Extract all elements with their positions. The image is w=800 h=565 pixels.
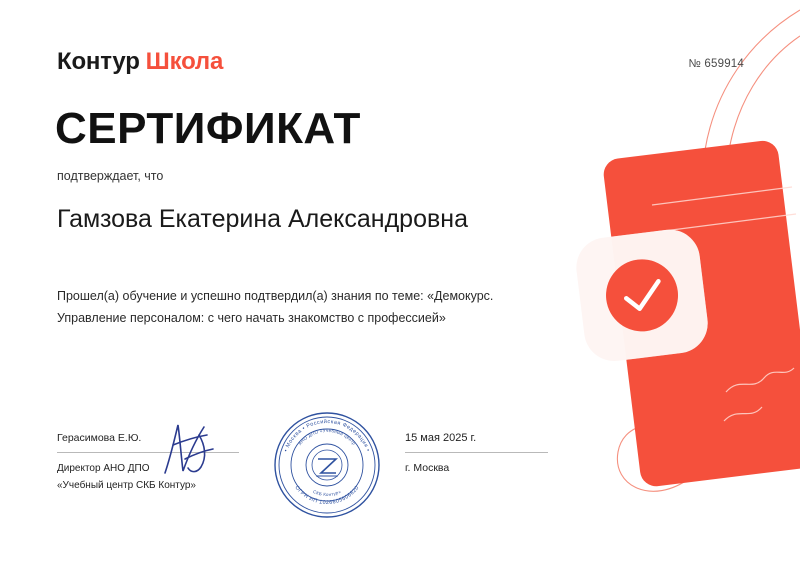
signature-block [57, 432, 239, 494]
signatory-role [57, 461, 239, 494]
signatory-role-line1: Директор АНО ДПО [57, 463, 150, 474]
stamp-text-top: • Москва • Российская Федерация • [283, 418, 371, 453]
date-rule [405, 452, 548, 453]
stamp-text-bottom: ОГРН ИП 1026605606620 [293, 484, 361, 507]
signatory-name: Герасимова Е.Ю. [57, 432, 142, 444]
signature-rule [57, 452, 239, 453]
brand-logo [57, 48, 223, 76]
date-block [405, 432, 548, 474]
check-mark-icon [625, 281, 662, 310]
decorative-artwork [500, 0, 800, 565]
stamp-text-inner-bottom: СКБ Контур» [312, 488, 342, 498]
title-subtext: подтверждает, что [57, 169, 164, 183]
official-stamp [272, 410, 382, 520]
recipient-name: Гамзова Екатерина Александровна [57, 205, 468, 233]
brand-name-primary: Контур [57, 48, 140, 75]
stamp-text-inner-top: АНО ДПО «Учебный центр [297, 427, 357, 447]
serial-number: № 659914 [688, 58, 744, 70]
issue-date: 15 мая 2025 г. [405, 432, 477, 444]
page-title: СЕРТИФИКАТ [55, 104, 361, 153]
signatory-role-line2: «Учебный центр СКБ Контур» [57, 479, 196, 491]
brand-name-secondary: Школа [145, 48, 224, 75]
check-badge [602, 255, 682, 335]
course-description: Прошел(а) обучение и успешно подтвердил(а) знания по теме: «Демокурс. Управление персоналом: с чего начать знакомство с профессией» [57, 289, 494, 325]
issue-city: г. Москва [405, 462, 450, 474]
